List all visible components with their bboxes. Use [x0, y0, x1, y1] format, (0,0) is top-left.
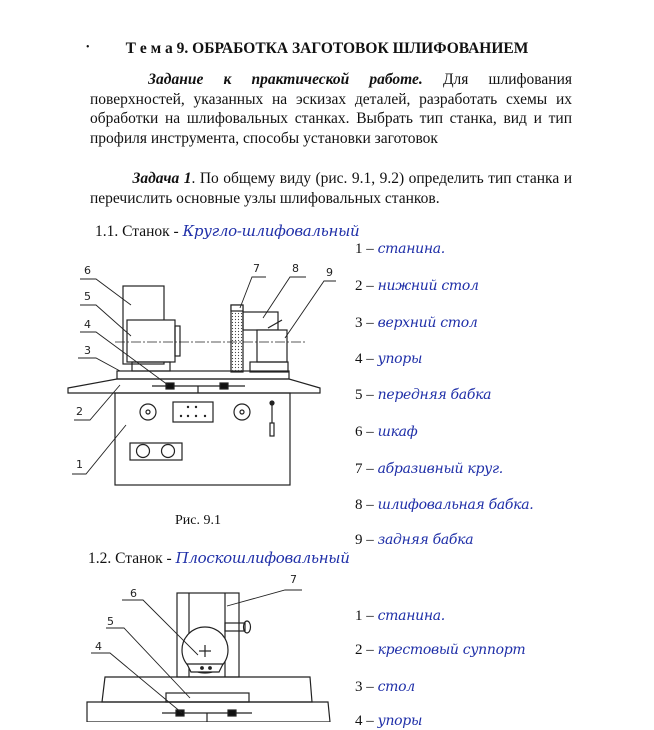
- machine2-answer: Плоскошлифовальный: [175, 549, 350, 567]
- figure-label: 5: [107, 615, 114, 628]
- headstock-part: [127, 320, 175, 362]
- part-number: 9 –: [355, 532, 374, 548]
- tailstock-part: [257, 330, 287, 362]
- part-answer: станина.: [377, 608, 445, 624]
- part-answer: верхний стол: [377, 315, 478, 331]
- figure-9-2: [87, 573, 330, 722]
- grinding-wheel-part: [231, 305, 243, 372]
- part-number: 8 –: [355, 497, 374, 513]
- figure-label: 5: [84, 290, 91, 303]
- part-answer: стол: [377, 679, 415, 695]
- figure-9-1: [68, 262, 336, 485]
- machine1-label: 1.1. Станок -: [95, 223, 183, 240]
- task1-lead: Задача 1: [132, 170, 192, 187]
- part-answer: шкаф: [377, 424, 418, 440]
- bullet-mark: •: [86, 42, 90, 53]
- part-number: 4 –: [355, 351, 374, 367]
- assignment-lead: Задание к практической работе.: [148, 71, 423, 88]
- figure-9-1-caption: Рис. 9.1: [175, 513, 221, 528]
- assignment-text: Для шлифования поверхностей, указанных на эскизах деталей, разработать схемы их обработки на шлифовальных станках. Выбрать тип станка, вид и тип профиля инструмента, способы установки заготовок: [90, 71, 572, 147]
- figure-label: 2: [76, 405, 83, 418]
- machine2-label: 1.2. Станок -: [88, 550, 176, 567]
- table-part: [102, 677, 312, 702]
- part-number: 3 –: [355, 315, 374, 331]
- part-answer: абразивный круг.: [377, 461, 503, 477]
- figure-label: 4: [95, 640, 102, 653]
- part-answer: станина.: [377, 241, 445, 257]
- figure-label: 8: [292, 262, 299, 275]
- part-answer: упоры: [377, 351, 423, 367]
- workpiece-part: [166, 693, 249, 702]
- base-part: [87, 702, 330, 722]
- part-answer: крестовый суппорт: [377, 642, 526, 658]
- part-number: 2 –: [355, 278, 374, 294]
- task1-text: . По общему виду (рис. 9.1, 9.2) определить тип станка и перечислить основные узлы шлифовальных станков.: [90, 170, 572, 207]
- figure-label: 6: [130, 587, 137, 600]
- part-number: 2 –: [355, 642, 374, 658]
- part-answer: нижний стол: [377, 278, 479, 294]
- part-number: 7 –: [355, 461, 374, 477]
- part-answer: задняя бабка: [377, 532, 474, 548]
- figure-label: 7: [253, 262, 260, 275]
- page-title: Т е м а 9. ОБРАБОТКА ЗАГОТОВОК ШЛИФОВАНИЕМ: [125, 40, 529, 57]
- part-number: 1 –: [355, 241, 374, 257]
- figure-label: 1: [76, 458, 83, 471]
- part-number: 3 –: [355, 679, 374, 695]
- part-answer: шлифовальная бабка.: [377, 497, 534, 513]
- part-answer: упоры: [377, 713, 423, 729]
- part-number: 1 –: [355, 608, 374, 624]
- part-number: 4 –: [355, 713, 374, 729]
- figure-label: 7: [290, 573, 297, 586]
- part-number: 6 –: [355, 424, 374, 440]
- wheelhead-part: [243, 312, 278, 330]
- part-answer: передняя бабка: [377, 387, 492, 403]
- machine1-answer: Кругло-шлифовальный: [182, 222, 360, 240]
- figure-label: 3: [84, 344, 91, 357]
- figure-label: 9: [326, 266, 333, 279]
- figure-label: 4: [84, 318, 91, 331]
- figure-label: 6: [84, 264, 91, 277]
- part-number: 5 –: [355, 387, 374, 403]
